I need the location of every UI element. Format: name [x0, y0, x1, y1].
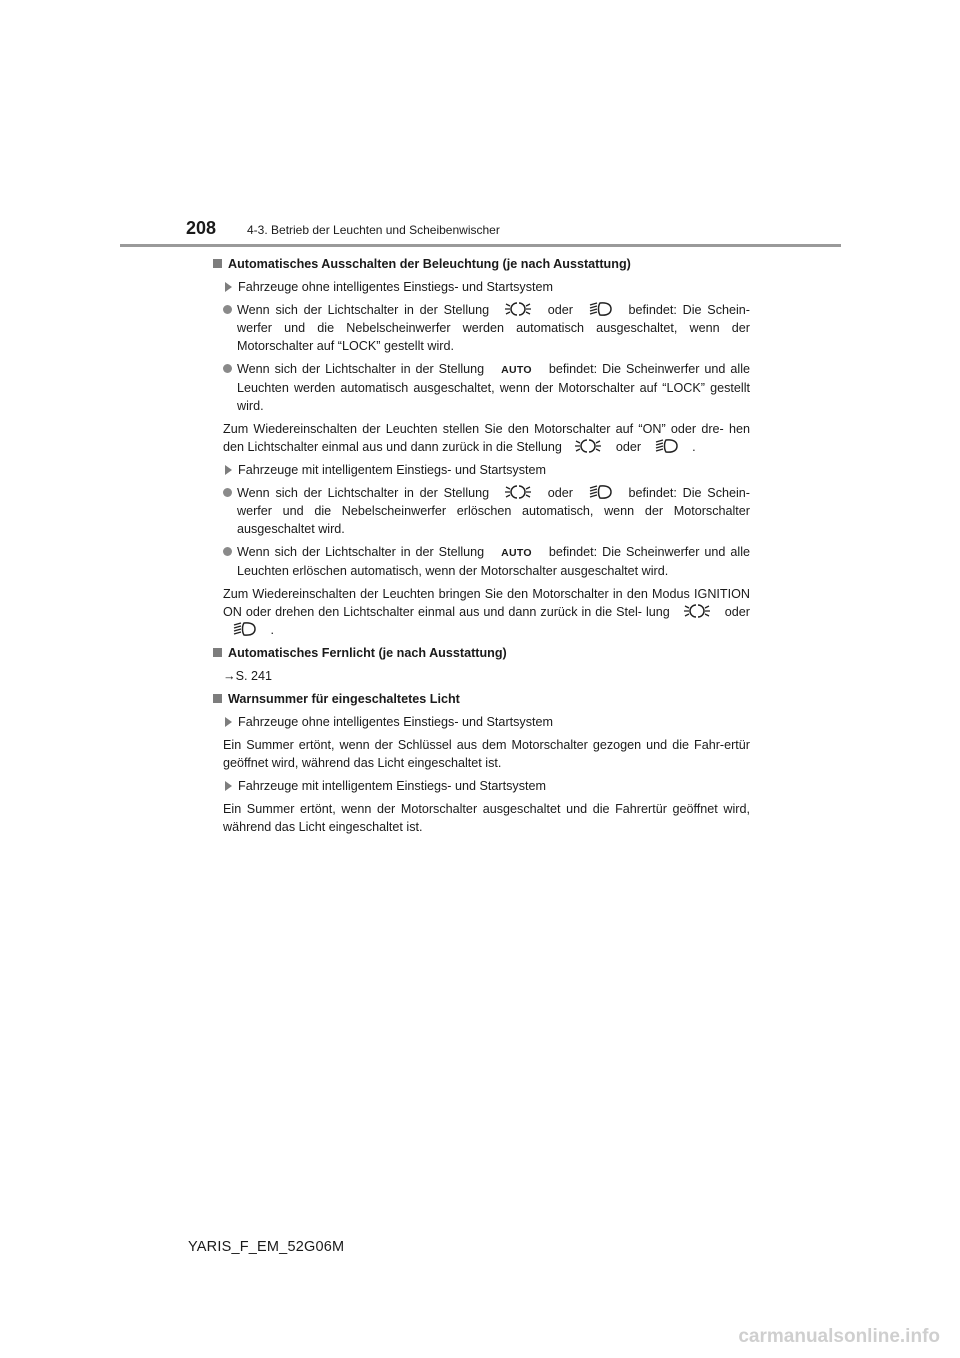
- square-bullet-icon: [213, 694, 222, 703]
- headlight-icon: [655, 438, 679, 454]
- condition-without-smart-key: Fahrzeuge ohne intelligentes Einstiegs- und Startsystem: [223, 278, 750, 296]
- section-heading-light-buzzer: Warnsummer für eingeschaltetes Licht: [210, 690, 750, 708]
- section-title: 4-3. Betrieb der Leuchten und Scheibenwischer: [247, 223, 500, 237]
- buzzer-text: Ein Summer ertönt, wenn der Motorschalter ausgeschaltet und die Fahrertür geöffnet wird, während das Licht eingeschaltet ist.: [223, 802, 750, 834]
- headlight-icon: [233, 621, 257, 637]
- page-number: 208: [186, 218, 217, 238]
- bullet-item: Wenn sich der Lichtschalter in der Stellung AUTO befindet: Die Scheinwerfer und alle Leuchten werden automatisch ausgeschaltet, wenn der Motorschalter auf “LOCK” gestellt wird.: [223, 360, 750, 415]
- square-bullet-icon: [213, 648, 222, 657]
- triangle-marker-icon: [225, 465, 232, 475]
- page-content: [210, 250, 750, 836]
- triangle-marker-icon: [225, 781, 232, 791]
- round-bullet-icon: [223, 488, 232, 497]
- auto-symbol: AUTO: [501, 547, 532, 559]
- parking-light-icon: [505, 301, 532, 317]
- page-reference: →S. 241: [223, 669, 273, 683]
- round-bullet-icon: [223, 364, 232, 373]
- bullet-item: Wenn sich der Lichtschalter in der Stellung oder befindet: Die Schein- werfer und die Nebelscheinwerfer erlöschen automatisch, wenn der Motorschalter ausgeschaltet wird.: [223, 484, 750, 538]
- section-heading-auto-off: Automatisches Ausschalten der Beleuchtung (je nach Ausstattung): [210, 255, 750, 273]
- parking-light-icon: [505, 484, 532, 500]
- parking-light-icon: [684, 603, 711, 619]
- bullet-item: Wenn sich der Lichtschalter in der Stellung oder befindet: Die Schein- werfer und die Nebelscheinwerfer werden automatisch ausgeschaltet, wenn der Motorschalter auf “LOCK” gestellt wird.: [223, 301, 750, 355]
- condition-with-smart-key: Fahrzeuge mit intelligentem Einstiegs- und Startsystem: [223, 777, 750, 795]
- watermark: carmanualsonline.info: [738, 1326, 940, 1347]
- condition-without-smart-key: Fahrzeuge ohne intelligentes Einstiegs- und Startsystem: [223, 713, 750, 731]
- note-paragraph: Zum Wiedereinschalten der Leuchten bringen Sie den Motorschalter in den Modus IGNITION ON oder drehen den Lichtschalter einmal aus und dann zurück in die Stel- lung oder .: [223, 587, 751, 637]
- round-bullet-icon: [223, 305, 232, 314]
- bullet-item: Wenn sich der Lichtschalter in der Stellung AUTO befindet: Die Scheinwerfer und alle Leuchten erlöschen automatisch, wenn der Motorschalter ausgeschaltet wird.: [223, 543, 750, 580]
- parking-light-icon: [575, 438, 602, 454]
- square-bullet-icon: [213, 259, 222, 268]
- section-heading-auto-high-beam: Automatisches Fernlicht (je nach Ausstattung): [210, 644, 750, 662]
- condition-with-smart-key: Fahrzeuge mit intelligentem Einstiegs- und Startsystem: [223, 461, 750, 479]
- headlight-icon: [589, 484, 613, 500]
- note-paragraph: Zum Wiedereinschalten der Leuchten stellen Sie den Motorschalter auf “ON” oder dre- hen den Lichtschalter einmal aus und dann zurück in die Stellung oder .: [223, 422, 750, 454]
- auto-symbol: AUTO: [501, 364, 532, 376]
- headlight-icon: [589, 301, 613, 317]
- triangle-marker-icon: [225, 717, 232, 727]
- buzzer-text: Ein Summer ertönt, wenn der Schlüssel aus dem Motorschalter gezogen und die Fahr-ertür geöffnet wird, während das Licht eingeschaltet ist.: [223, 738, 750, 770]
- document-code: YARIS_F_EM_52G06M: [188, 1239, 345, 1255]
- triangle-marker-icon: [225, 282, 232, 292]
- header-rule: [120, 244, 841, 247]
- round-bullet-icon: [223, 547, 232, 556]
